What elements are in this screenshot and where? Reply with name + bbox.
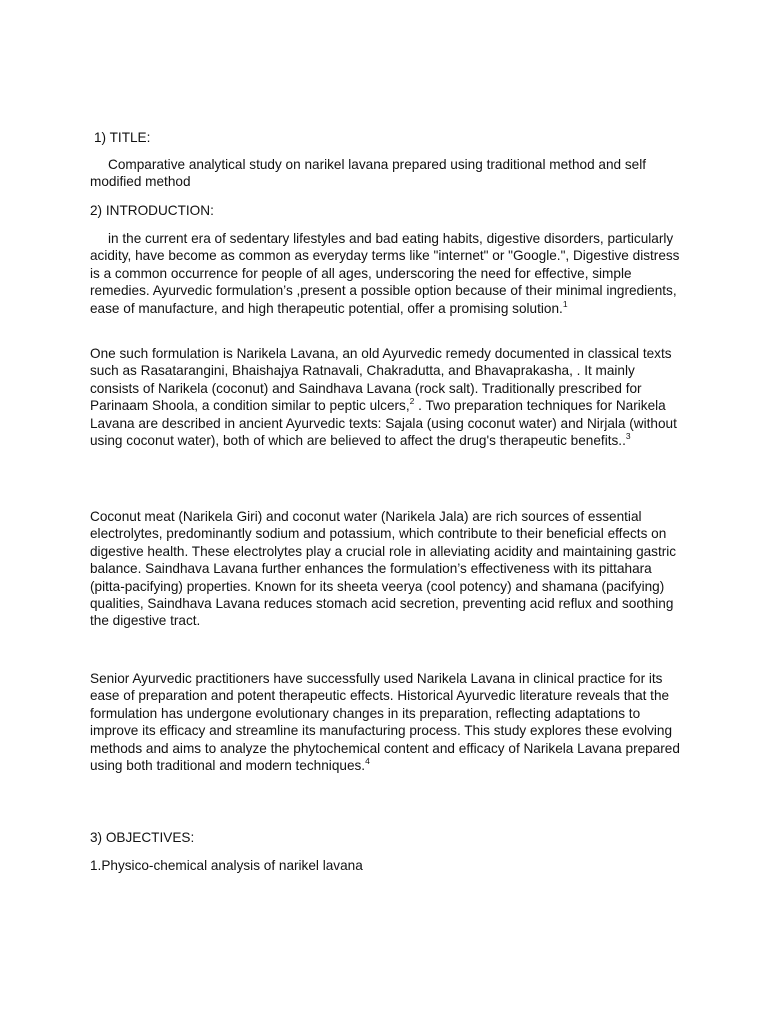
reference-marker: 1 (562, 298, 568, 309)
objectives-heading: 3) OBJECTIVES: (90, 830, 195, 845)
title-text: Comparative analytical study on narikel lavana prepared using traditional method and self modified method (90, 157, 647, 190)
reference-marker: 2 (409, 396, 415, 407)
reference-marker: 4 (365, 756, 370, 767)
reference-marker: 3 (625, 431, 631, 442)
introduction-paragraph-1 (90, 230, 686, 317)
title-heading: 1) TITLE: (94, 130, 151, 145)
paragraph-text: . Two preparation techniques for Narikela Lavana are described in ancient Ayurvedic texts: Sajala (using coconut water) and Nirjala (without using coconut water), both of which are believed to affect the drug's therapeutic benefits.. (90, 398, 677, 449)
introduction-paragraph-2 (90, 345, 686, 449)
paragraph-text: One such formulation is Narikela Lavana, an old Ayurvedic remedy documented in classical texts such as Rasatarangini, Bhaishajya Ratnavali, Chakradutta, and Bhavaprakasha, . It mainly consists of Narikela (coconut) and Saindhava Lavana (rock salt). Traditionally prescribed for Parinaam Shoola, a condition similar to peptic ulcers, (90, 346, 672, 414)
introduction-paragraph-3: Coconut meat (Narikela Giri) and coconut water (Narikela Jala) are rich sources of essential electrolytes, predominantly sodium and potassium, which contribute to their beneficial effects on digestive health. These electrolytes play a crucial role in alleviating acidity and maintaining gastric balance. Saindhava Lavana further enhances the formulation’s effectiveness with its pittahara (pitta-pacifying) properties. Known for its sheeta veerya (cool potency) and shamana (pacifying) qualities, Saindhava Lavana reduces stomach acid secretion, preventing acid reflux and soothing the digestive tract. (90, 509, 677, 629)
objective-item-1: 1.Physico-chemical analysis of narikel lavana (90, 858, 363, 873)
introduction-heading: 2) INTRODUCTION: (90, 203, 214, 218)
paragraph-text: Senior Ayurvedic practitioners have successfully used Narikela Lavana in clinical practice for its ease of preparation and potent therapeutic effects. Historical Ayurvedic literature reveals that the formulation has undergone evolutionary changes in its preparation, reflecting adaptations to improve its efficacy and streamline its manufacturing process. This study explores these evolving methods and aims to analyze the phytochemical content and efficacy of Narikela Lavana prepared using both traditional and modern techniques. (90, 671, 680, 774)
paragraph-text: in the current era of sedentary lifestyles and bad eating habits, digestive disorders, particularly acidity, have become as common as everyday terms like "internet" or "Google.", Digestive distress is a common occurrence for people of all ages, underscoring the need for effective, simple remedies. Ayurvedic formulation’s ,present a possible option because of their minimal ingredients, ease of manufacture, and high therapeutic potential, offer a promising solution. (90, 231, 680, 316)
introduction-paragraph-4 (90, 670, 686, 774)
